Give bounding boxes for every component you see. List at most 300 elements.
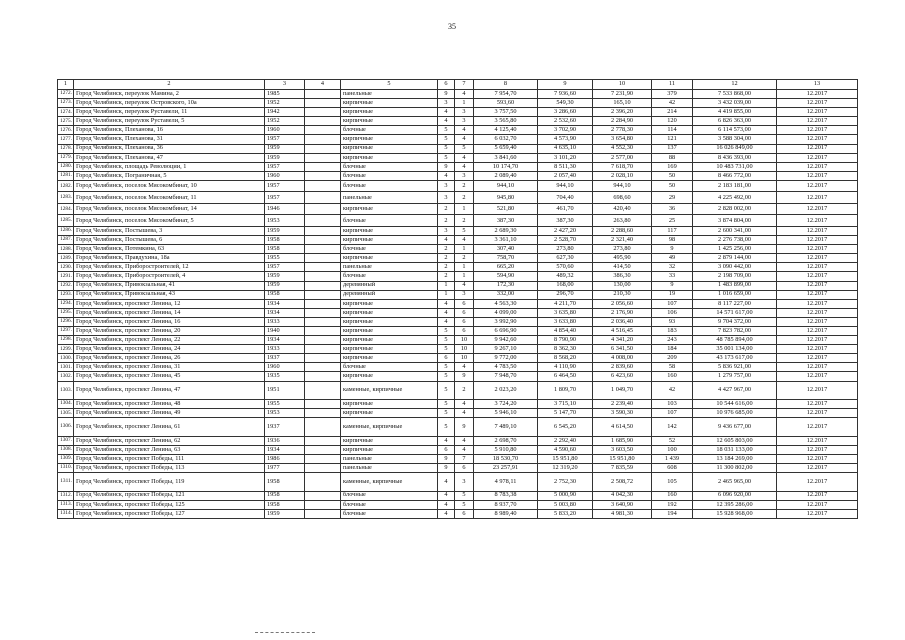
table-cell: 3 654,80 xyxy=(593,135,652,144)
table-cell: 1299. xyxy=(58,345,74,354)
table-row xyxy=(58,299,858,308)
table-cell xyxy=(305,135,341,144)
table-cell: 12.2017 xyxy=(777,491,858,500)
table-cell: 3 xyxy=(455,290,474,299)
table-cell: 1959 xyxy=(265,144,305,153)
table-row xyxy=(58,236,858,245)
table-cell: 12.2017 xyxy=(777,108,858,117)
table-cell: 944,10 xyxy=(474,180,538,192)
table-cell: Город Челябинск, переулок Руставели, 5 xyxy=(74,117,265,126)
table-cell: 1952 xyxy=(265,117,305,126)
table-cell: 8 783,38 xyxy=(474,491,538,500)
table-cell: 1942 xyxy=(265,108,305,117)
table-cell: 273,80 xyxy=(538,245,593,254)
column-number: 9 xyxy=(538,80,593,90)
table-cell: 1281. xyxy=(58,171,74,180)
table-cell: 1936 xyxy=(265,436,305,445)
table-cell xyxy=(305,192,341,204)
table-cell: 2 321,40 xyxy=(593,236,652,245)
table-cell: 1 xyxy=(455,203,474,215)
table-cell: 489,32 xyxy=(538,272,593,281)
table-row xyxy=(58,226,858,235)
table-row xyxy=(58,381,858,400)
table-cell: 7 936,60 xyxy=(538,90,593,99)
table-cell: 3 361,10 xyxy=(474,236,538,245)
column-number: 8 xyxy=(474,80,538,90)
table-cell: 4 xyxy=(438,308,455,317)
table-cell: Город Челябинск, проспект Ленина, 49 xyxy=(74,409,265,418)
table-cell: 1958 xyxy=(265,473,305,492)
table-cell xyxy=(305,290,341,299)
table-cell: 7 533 868,00 xyxy=(693,90,777,99)
table-cell: 165,10 xyxy=(593,99,652,108)
table-cell: кирпичные xyxy=(341,372,438,381)
table-cell: 120 xyxy=(652,117,693,126)
table-cell: 627,30 xyxy=(538,254,593,263)
table-cell: Город Челябинск, Пограничная, 5 xyxy=(74,171,265,180)
table-cell: 2 532,60 xyxy=(538,117,593,126)
table-cell: 106 xyxy=(652,308,693,317)
table-cell: панельные xyxy=(341,263,438,272)
table-cell: 1284. xyxy=(58,203,74,215)
table-cell: 4 341,20 xyxy=(593,336,652,345)
table-cell: 4 xyxy=(438,509,455,518)
table-cell: 3 702,90 xyxy=(538,126,593,135)
table-cell: 43 173 617,00 xyxy=(693,354,777,363)
table-cell: 387,30 xyxy=(474,215,538,227)
table-cell xyxy=(305,381,341,400)
table-cell: 12.2017 xyxy=(777,418,858,437)
table-cell: 2 879 144,00 xyxy=(693,254,777,263)
table-cell: 6 xyxy=(455,326,474,335)
table-row xyxy=(58,400,858,409)
table-cell: кирпичные xyxy=(341,436,438,445)
table-cell: 1986 xyxy=(265,454,305,463)
table-cell: 1298. xyxy=(58,336,74,345)
table-row xyxy=(58,372,858,381)
table-cell: 9 xyxy=(652,245,693,254)
table-cell: 1957 xyxy=(265,135,305,144)
table-cell: 12.2017 xyxy=(777,345,858,354)
table-cell: 758,70 xyxy=(474,254,538,263)
table-cell: 5 xyxy=(455,226,474,235)
table-cell: блочные xyxy=(341,215,438,227)
table-body xyxy=(58,90,858,519)
table-cell: 5 xyxy=(438,381,455,400)
table-cell: 2 239,40 xyxy=(593,400,652,409)
table-cell: кирпичные xyxy=(341,409,438,418)
table-cell: 4 xyxy=(455,126,474,135)
table-cell: 8 362,30 xyxy=(538,345,593,354)
table-cell: 2 xyxy=(438,203,455,215)
table-cell: 461,70 xyxy=(538,203,593,215)
table-cell: 12 319,20 xyxy=(538,464,593,473)
table-cell: 7 823 782,00 xyxy=(693,326,777,335)
table-row xyxy=(58,491,858,500)
table-cell: Город Челябинск, Приборостроителей, 4 xyxy=(74,272,265,281)
table-row xyxy=(58,354,858,363)
table-cell: 945,80 xyxy=(474,192,538,204)
table-cell: 160 xyxy=(652,491,693,500)
table-cell: 2 292,40 xyxy=(538,436,593,445)
table-cell: 698,60 xyxy=(593,192,652,204)
table-cell: 6 826 363,00 xyxy=(693,117,777,126)
table-cell: 4 211,70 xyxy=(538,299,593,308)
table-cell: 12.2017 xyxy=(777,299,858,308)
table-cell: 4 042,30 xyxy=(593,491,652,500)
table-cell: 4 xyxy=(438,491,455,500)
table-cell: блочные xyxy=(341,491,438,500)
table-cell: каменные, кирпичные xyxy=(341,473,438,492)
table-cell: 1985 xyxy=(265,90,305,99)
table-cell: 5 xyxy=(438,126,455,135)
table-cell: 4 xyxy=(455,436,474,445)
table-cell: 10 xyxy=(455,345,474,354)
table-cell: 414,50 xyxy=(593,263,652,272)
table-cell: 3 841,60 xyxy=(474,153,538,162)
table-cell: Город Челябинск, проспект Ленина, 48 xyxy=(74,400,265,409)
table-cell: 1286. xyxy=(58,226,74,235)
table-cell: 8 989,40 xyxy=(474,509,538,518)
table-cell: 1937 xyxy=(265,354,305,363)
table-cell: Город Челябинск, проспект Ленина, 26 xyxy=(74,354,265,363)
table-cell: 12.2017 xyxy=(777,254,858,263)
table-cell: 12.2017 xyxy=(777,326,858,335)
table-cell: 2 396,20 xyxy=(593,108,652,117)
table-cell: 296,70 xyxy=(538,290,593,299)
table-cell: 1276. xyxy=(58,126,74,135)
table-cell: 1287. xyxy=(58,236,74,245)
table-cell: 9 942,60 xyxy=(474,336,538,345)
column-number-row xyxy=(58,80,858,90)
table-cell: 1305. xyxy=(58,409,74,418)
table-cell: 1955 xyxy=(265,400,305,409)
table-cell: Город Челябинск, проспект Ленина, 22 xyxy=(74,336,265,345)
table-cell: кирпичные xyxy=(341,308,438,317)
table-cell: 1311. xyxy=(58,473,74,492)
table-row xyxy=(58,90,858,99)
table-row xyxy=(58,363,858,372)
table-cell: 1960 xyxy=(265,171,305,180)
table-cell: 4 xyxy=(455,445,474,454)
table-cell: 12.2017 xyxy=(777,126,858,135)
table-cell: 12.2017 xyxy=(777,317,858,326)
table-cell: 593,60 xyxy=(474,99,538,108)
table-cell: 1314. xyxy=(58,509,74,518)
table-cell: 5 xyxy=(438,409,455,418)
table-cell: 137 xyxy=(652,144,693,153)
table-cell: 7 948,70 xyxy=(474,372,538,381)
table-cell: 4 573,90 xyxy=(538,135,593,144)
table-cell: 8 466 772,00 xyxy=(693,171,777,180)
table-cell: 7 954,70 xyxy=(474,90,538,99)
table-cell: 12.2017 xyxy=(777,117,858,126)
table-cell: 273,80 xyxy=(593,245,652,254)
table-cell: 12.2017 xyxy=(777,400,858,409)
table-cell: 4 xyxy=(455,90,474,99)
table-cell: 49 xyxy=(652,254,693,263)
table-cell: Город Челябинск, проспект Победы, 125 xyxy=(74,500,265,509)
table-cell: 209 xyxy=(652,354,693,363)
table-cell: кирпичные xyxy=(341,108,438,117)
table-cell: 4 xyxy=(438,117,455,126)
table-cell: 1933 xyxy=(265,345,305,354)
table-cell: 2 089,40 xyxy=(474,171,538,180)
table-cell: 12 605 803,00 xyxy=(693,436,777,445)
table-cell: 8 436 393,00 xyxy=(693,153,777,162)
table-cell: блочные xyxy=(341,509,438,518)
table-cell: 1300. xyxy=(58,354,74,363)
table-cell: Город Челябинск, поселок Мясокомбинат, 10 xyxy=(74,180,265,192)
table-cell xyxy=(305,215,341,227)
table-row xyxy=(58,509,858,518)
table-cell: Город Челябинск, проспект Ленина, 62 xyxy=(74,436,265,445)
table-cell: 1313. xyxy=(58,500,74,509)
table-cell: 2 xyxy=(438,215,455,227)
table-cell: 12.2017 xyxy=(777,153,858,162)
table-cell: 4 854,40 xyxy=(538,326,593,335)
table-cell: 1 xyxy=(455,245,474,254)
table-cell: 4 563,30 xyxy=(474,299,538,308)
table-cell: 12.2017 xyxy=(777,464,858,473)
table-cell: 4 xyxy=(455,236,474,245)
table-cell: 6 xyxy=(455,317,474,326)
table-cell: 1940 xyxy=(265,326,305,335)
table-cell: кирпичные xyxy=(341,317,438,326)
page-number: 35 xyxy=(448,22,456,31)
table-cell: блочные xyxy=(341,272,438,281)
table-cell: 12.2017 xyxy=(777,135,858,144)
table-cell: 5 003,80 xyxy=(538,500,593,509)
table-row xyxy=(58,436,858,445)
table-cell: 9 772,00 xyxy=(474,354,538,363)
table-row xyxy=(58,254,858,263)
table-cell: 8 937,70 xyxy=(474,500,538,509)
table-cell xyxy=(305,436,341,445)
table-cell: 2 198 709,00 xyxy=(693,272,777,281)
table-cell: 1289. xyxy=(58,254,74,263)
table-cell: 1959 xyxy=(265,272,305,281)
table-row xyxy=(58,464,858,473)
table-row xyxy=(58,180,858,192)
table-cell: 2 xyxy=(455,180,474,192)
table-cell: кирпичные xyxy=(341,345,438,354)
table-cell: 3 xyxy=(438,180,455,192)
table-cell: Город Челябинск, переулок Островского, 10а xyxy=(74,99,265,108)
table-cell: 5 xyxy=(455,491,474,500)
table-cell: 387,30 xyxy=(538,215,593,227)
table-cell: панельные xyxy=(341,454,438,463)
table-cell: 12.2017 xyxy=(777,409,858,418)
table-cell: 12.2017 xyxy=(777,272,858,281)
table-cell: кирпичные xyxy=(341,400,438,409)
table-row xyxy=(58,153,858,162)
table-cell: 4 635,10 xyxy=(538,144,593,153)
table-cell: 7 231,90 xyxy=(593,90,652,99)
table-cell: 2 xyxy=(455,381,474,400)
table-cell: 12.2017 xyxy=(777,236,858,245)
table-cell: 1280. xyxy=(58,162,74,171)
table-cell: 9 xyxy=(455,418,474,437)
table-cell: 2 828 002,00 xyxy=(693,203,777,215)
table-cell: 1952 xyxy=(265,99,305,108)
table-cell: блочные xyxy=(341,500,438,509)
table-cell: 3 xyxy=(455,171,474,180)
table-row xyxy=(58,192,858,204)
table-cell: Город Челябинск, Привокзальная, 43 xyxy=(74,290,265,299)
table-cell: 36 xyxy=(652,203,693,215)
table-cell: 2 056,60 xyxy=(593,299,652,308)
table-cell: Город Челябинск, проспект Победы, 127 xyxy=(74,509,265,518)
table-cell: 944,10 xyxy=(538,180,593,192)
table-cell: 2 xyxy=(438,263,455,272)
table-cell: блочные xyxy=(341,180,438,192)
table-cell: 6 xyxy=(455,308,474,317)
table-cell: 9 xyxy=(438,162,455,171)
table-cell: 549,30 xyxy=(538,99,593,108)
table-cell: 3 xyxy=(438,192,455,204)
table-cell: 1946 xyxy=(265,203,305,215)
table-cell: 594,90 xyxy=(474,272,538,281)
table-cell xyxy=(305,418,341,437)
table-cell: 2 023,20 xyxy=(474,381,538,400)
table-cell: блочные xyxy=(341,171,438,180)
table-cell: 5 659,40 xyxy=(474,144,538,153)
table-cell: 50 xyxy=(652,180,693,192)
table-cell xyxy=(305,226,341,235)
table-cell: 9 xyxy=(455,372,474,381)
table-cell: 4 614,50 xyxy=(593,418,652,437)
table-row xyxy=(58,171,858,180)
table-cell: 1273. xyxy=(58,99,74,108)
table-cell: 243 xyxy=(652,336,693,345)
table-cell: 3 635,80 xyxy=(538,308,593,317)
table-cell: 1309. xyxy=(58,454,74,463)
table-cell xyxy=(305,400,341,409)
table-cell: 1951 xyxy=(265,381,305,400)
table-cell: 98 xyxy=(652,236,693,245)
table-cell xyxy=(305,144,341,153)
table-cell: 6 xyxy=(438,445,455,454)
table-cell: 12.2017 xyxy=(777,354,858,363)
table-cell: 1301. xyxy=(58,363,74,372)
table-cell: 2 284,90 xyxy=(593,117,652,126)
column-number: 3 xyxy=(265,80,305,90)
table-cell: Город Челябинск, проспект Ленина, 63 xyxy=(74,445,265,454)
column-number: 7 xyxy=(455,80,474,90)
table-cell: 3 715,10 xyxy=(538,400,593,409)
table-cell: 1955 xyxy=(265,254,305,263)
table-cell: Город Челябинск, Потемкина, 63 xyxy=(74,245,265,254)
table-cell: 3 xyxy=(438,99,455,108)
table-cell: 4 552,30 xyxy=(593,144,652,153)
table-cell: 1958 xyxy=(265,500,305,509)
table-cell: Город Челябинск, проспект Победы, 113 xyxy=(74,464,265,473)
table-cell: 88 xyxy=(652,153,693,162)
table-cell: 2 427,20 xyxy=(538,226,593,235)
table-row xyxy=(58,418,858,437)
table-cell: 6 545,20 xyxy=(538,418,593,437)
table-cell: 12.2017 xyxy=(777,509,858,518)
table-cell: Город Челябинск, проспект Победы, 119 xyxy=(74,473,265,492)
table-cell: 495,90 xyxy=(593,254,652,263)
table-cell: 379 xyxy=(652,90,693,99)
table-cell xyxy=(305,445,341,454)
table-cell: 1288. xyxy=(58,245,74,254)
table-cell: 50 xyxy=(652,171,693,180)
table-cell: 5 xyxy=(438,153,455,162)
table-cell: 4 xyxy=(455,363,474,372)
table-cell: 12.2017 xyxy=(777,500,858,509)
table-row xyxy=(58,473,858,492)
table-cell: 1957 xyxy=(265,162,305,171)
table-cell: 6 032,70 xyxy=(474,135,538,144)
table-cell: 105 xyxy=(652,473,693,492)
table-cell: Город Челябинск, проспект Ленина, 14 xyxy=(74,308,265,317)
table-cell xyxy=(305,236,341,245)
table-cell: 9 704 372,00 xyxy=(693,317,777,326)
table-cell: 4 590,60 xyxy=(538,445,593,454)
table-cell: 3 757,50 xyxy=(474,108,538,117)
table-cell: 307,40 xyxy=(474,245,538,254)
table-cell: 3 603,50 xyxy=(593,445,652,454)
table-cell: кирпичные xyxy=(341,135,438,144)
table-cell: 1275. xyxy=(58,117,74,126)
table-cell: 1934 xyxy=(265,308,305,317)
table-cell: 8 511,30 xyxy=(538,162,593,171)
table-cell: 6 696,90 xyxy=(474,326,538,335)
table-cell: 4 xyxy=(455,135,474,144)
table-cell: 4 008,00 xyxy=(593,354,652,363)
table-cell xyxy=(305,126,341,135)
table-cell: 9 xyxy=(438,90,455,99)
table-cell: Город Челябинск, проспект Ленина, 20 xyxy=(74,326,265,335)
table-cell: 1959 xyxy=(265,509,305,518)
table-cell: 1934 xyxy=(265,445,305,454)
table-cell: 2 577,00 xyxy=(593,153,652,162)
table-cell: 12.2017 xyxy=(777,363,858,372)
table-cell: Город Челябинск, проспект Победы, 111 xyxy=(74,454,265,463)
table-row xyxy=(58,215,858,227)
table-cell xyxy=(305,500,341,509)
table-cell: 4 xyxy=(438,317,455,326)
table-cell: 1 685,90 xyxy=(593,436,652,445)
table-cell: 570,60 xyxy=(538,263,593,272)
table-cell xyxy=(305,372,341,381)
table-cell: 2 839,60 xyxy=(593,363,652,372)
table-cell: панельные xyxy=(341,464,438,473)
table-cell: 1934 xyxy=(265,336,305,345)
table-cell: 160 xyxy=(652,372,693,381)
table-cell: 7 xyxy=(455,454,474,463)
table-cell: 183 xyxy=(652,326,693,335)
table-cell: 1307. xyxy=(58,436,74,445)
table-cell: 1282. xyxy=(58,180,74,192)
table-cell: 12.2017 xyxy=(777,436,858,445)
table-row xyxy=(58,135,858,144)
table-cell: 3 588 304,00 xyxy=(693,135,777,144)
table-cell: 194 xyxy=(652,509,693,518)
table-cell xyxy=(305,326,341,335)
table-cell xyxy=(305,162,341,171)
table-cell: 117 xyxy=(652,226,693,235)
table-cell: кирпичные xyxy=(341,153,438,162)
table-cell xyxy=(305,117,341,126)
table-cell: 2 508,72 xyxy=(593,473,652,492)
table-cell: кирпичные xyxy=(341,144,438,153)
table-cell: 10 483 731,00 xyxy=(693,162,777,171)
table-row xyxy=(58,245,858,254)
